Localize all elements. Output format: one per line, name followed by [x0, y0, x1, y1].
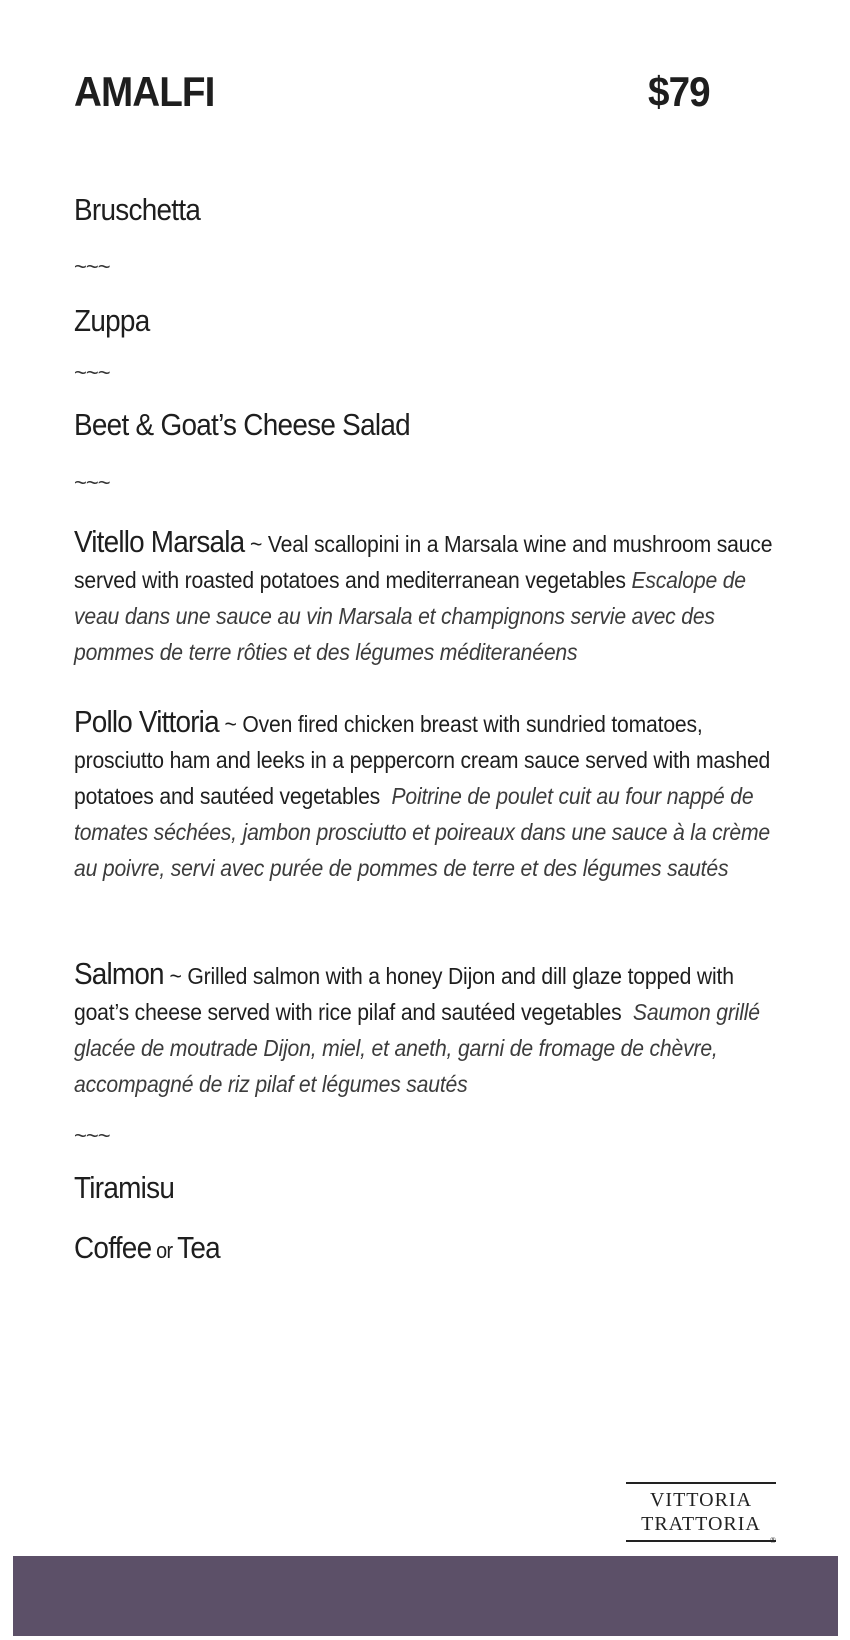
logo-line-trattoria: TRATTORIA [641, 1513, 761, 1535]
entree-vitello-marsala [74, 524, 794, 670]
course-bruschetta: Bruschetta [74, 192, 201, 227]
menu-title: AMALFI [74, 68, 215, 115]
logo-line-vittoria: VITTORIA [649, 1489, 753, 1511]
course-zuppa: Zuppa [74, 303, 150, 338]
footer-bar [13, 1556, 838, 1636]
course-separator: ~~~ [74, 360, 110, 385]
entree-description-fr: Poitrine de poulet cuit au four nappé de tomates séchées, jambon prosciutto et poireaux dans une sauce à la crème au poivre, servi avec purée de pommes de terre et des légumes sautés [74, 783, 770, 881]
entree-joiner: ~ [244, 531, 268, 557]
course-separator: ~~~ [74, 254, 110, 279]
menu-price: $79 [648, 68, 710, 115]
course-drinks [74, 1230, 220, 1266]
entree-joiner: ~ [163, 963, 188, 989]
entree-name: Vitello Marsala [74, 524, 245, 559]
drink-coffee: Coffee [74, 1230, 152, 1265]
entree-joiner: ~ [218, 711, 243, 737]
entree-description-fr: Saumon grillé glacée de moutrade Dijon, miel, et aneth, garni de fromage de chèvre, accompagné de riz pilaf et légumes sautés [74, 999, 760, 1097]
entree-description-en: Oven fired chicken breast with sundried tomatoes, prosciutto ham and leeks in a peppercorn cream sauce served with mashed potatoes and sautéed vegetables [74, 711, 771, 809]
logo-top-rule [626, 1482, 776, 1484]
entree-name: Pollo Vittoria [74, 704, 219, 739]
registered-mark: ® [769, 1536, 776, 1545]
course-separator: ~~~ [74, 1123, 110, 1148]
course-tiramisu: Tiramisu [74, 1170, 175, 1205]
course-separator: ~~~ [74, 470, 110, 495]
drink-tea: Tea [177, 1230, 220, 1265]
entree-pollo-vittoria [74, 704, 794, 886]
entree-description-fr: Escalope de veau dans une sauce au vin Marsala et champignons servie avec des pommes de terre rôties et des légumes méditeranéens [74, 567, 746, 665]
restaurant-logo [626, 1482, 776, 1545]
entree-description-en: Grilled salmon with a honey Dijon and dill glaze topped with goat’s cheese served with rice pilaf and sautéed vegetables [74, 963, 734, 1025]
course-salad: Beet & Goat’s Cheese Salad [74, 407, 410, 442]
logo-bottom-rule [626, 1540, 776, 1542]
entree-salmon [74, 956, 794, 1102]
drink-or: or [151, 1238, 178, 1263]
entree-name: Salmon [74, 956, 164, 991]
entree-description-en: Veal scallopini in a Marsala wine and mushroom sauce served with roasted potatoes and mediterranean vegetables [74, 531, 773, 593]
